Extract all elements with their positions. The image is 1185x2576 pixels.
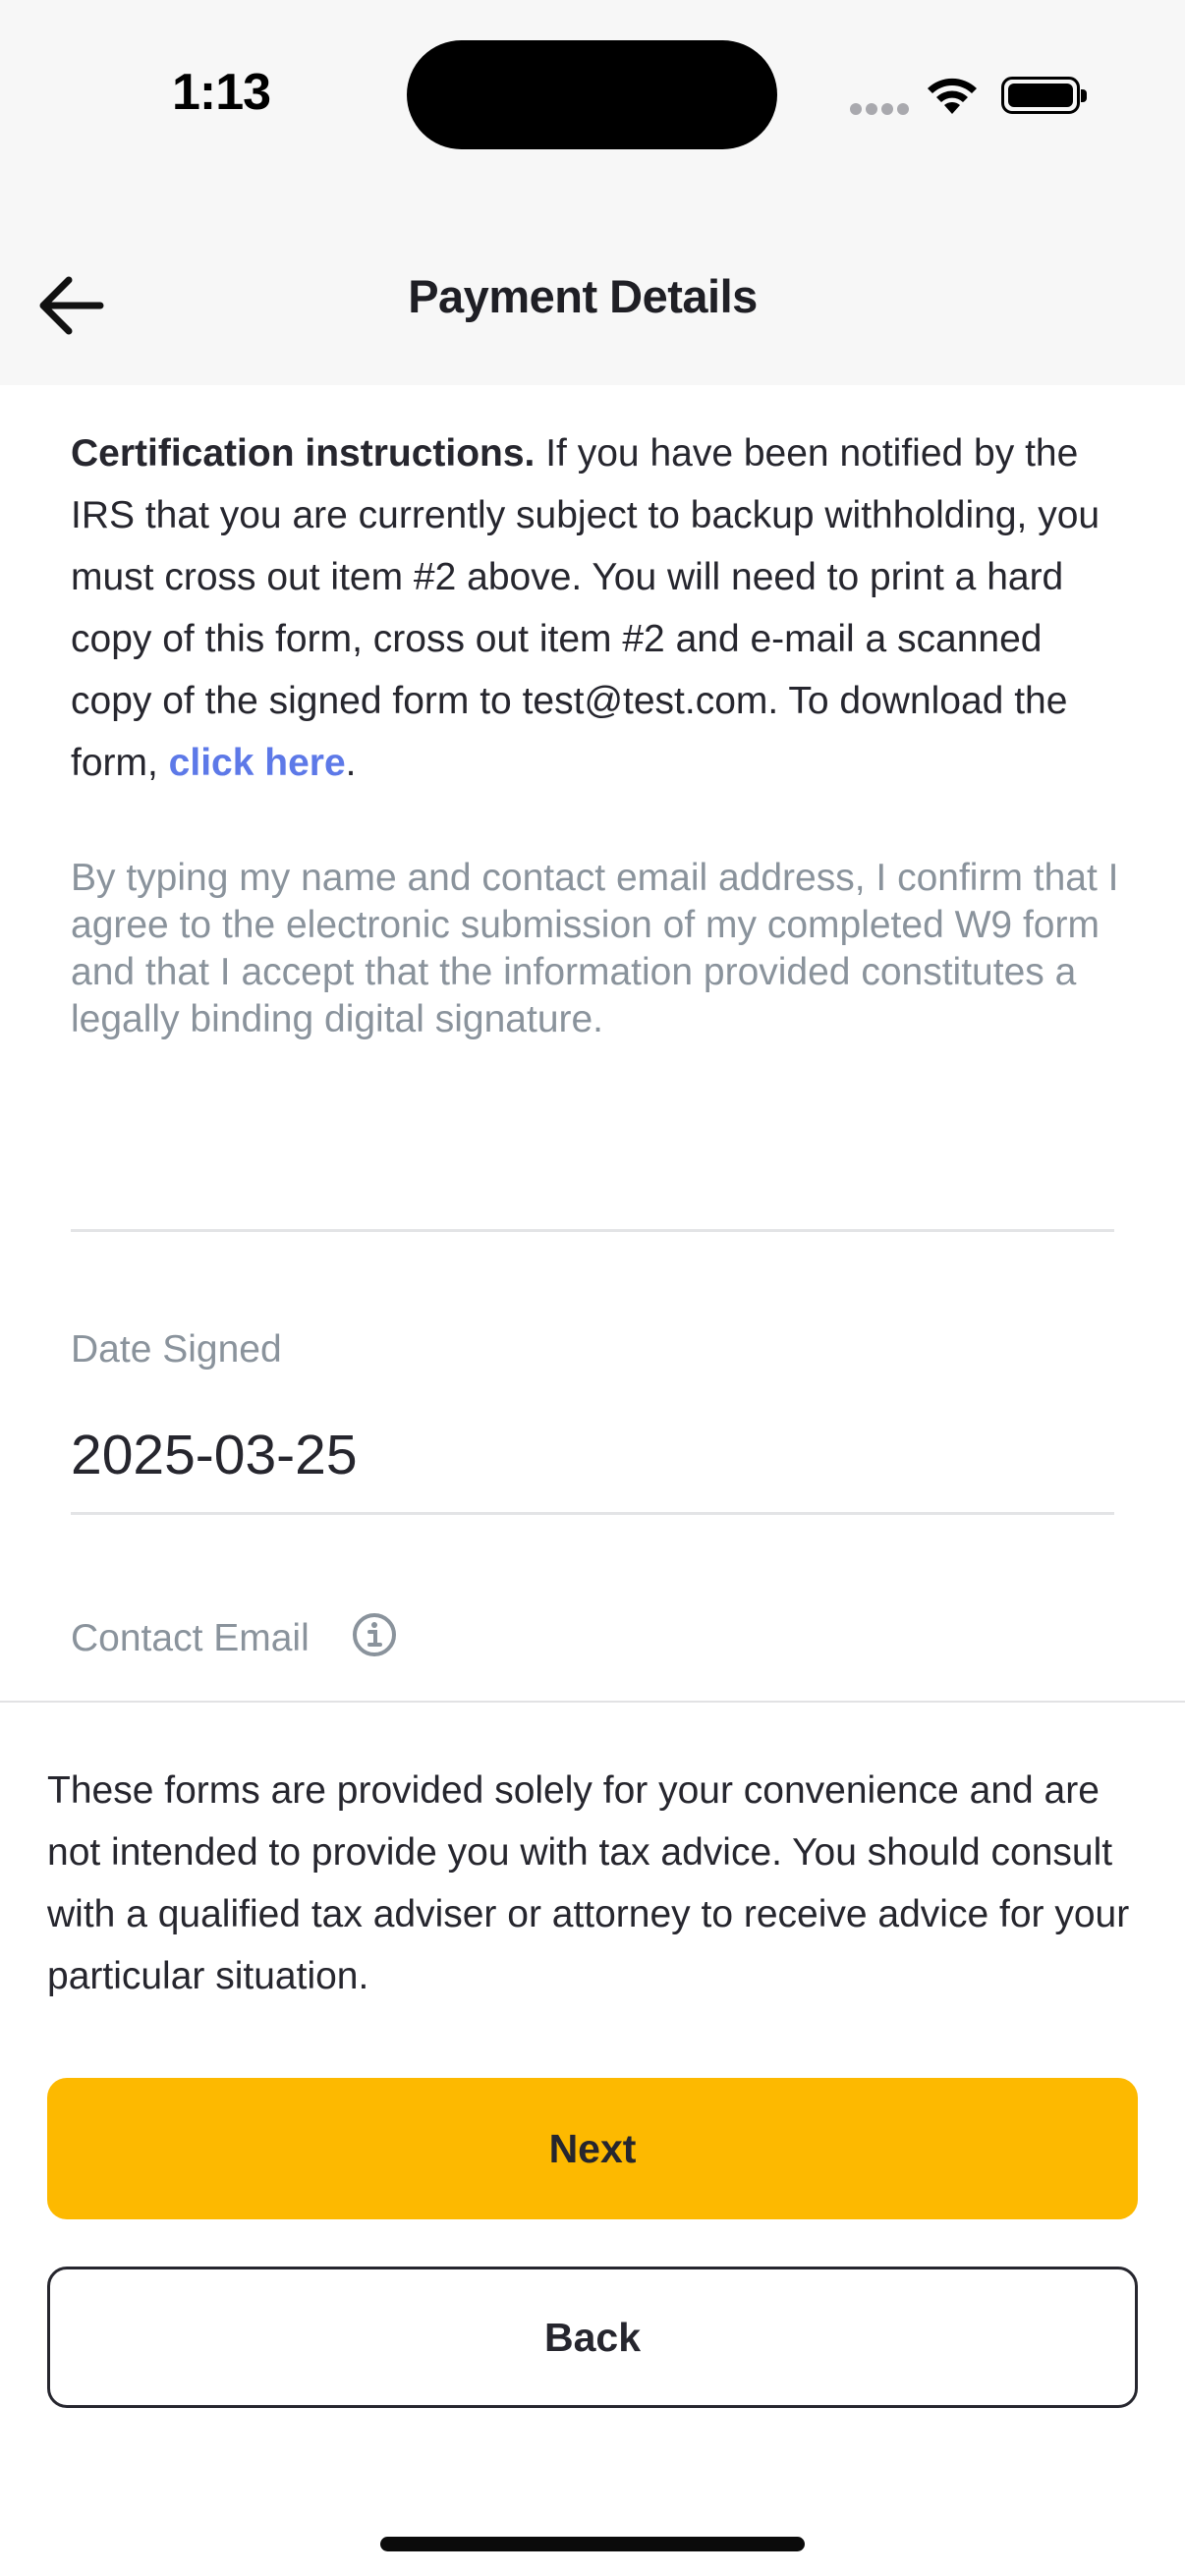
- certification-body: If you have been notified by the IRS that you are currently subject to backup withholding, you must cross out item #2 above. You will need to print a hard copy of this form, cross out item #2 and e-mail a scanned copy of the signed form to test@test.com. To download the form,: [71, 432, 1100, 784]
- signature-underline: [71, 1229, 1114, 1232]
- status-time: 1:13: [171, 64, 271, 121]
- info-icon[interactable]: [351, 1611, 398, 1658]
- back-button[interactable]: Back: [47, 2267, 1138, 2408]
- battery-icon: [1001, 77, 1080, 114]
- wifi-icon: [924, 75, 981, 116]
- certification-suffix: .: [345, 742, 357, 784]
- cellular-signal-icon: [850, 103, 909, 115]
- consent-text: By typing my name and contact email address, I confirm that I agree to the electronic submission of my completed W9 form and that I accept that the information provided constitutes a legally binding digital signature.: [71, 857, 1119, 1040]
- top-bar: [0, 0, 1185, 385]
- download-form-link[interactable]: click here: [168, 742, 346, 784]
- date-signed-underline: [71, 1512, 1114, 1515]
- bottom-panel: [0, 1701, 1185, 2576]
- signature-name-input[interactable]: [71, 1130, 1114, 1228]
- date-signed-label: Date Signed: [71, 1328, 282, 1371]
- dynamic-island: [407, 40, 777, 149]
- certification-heading: Certification instructions.: [71, 432, 536, 475]
- contact-email-label: Contact Email: [71, 1617, 310, 1659]
- home-indicator[interactable]: [380, 2537, 805, 2551]
- next-button[interactable]: Next: [47, 2078, 1138, 2219]
- date-signed-field[interactable]: 2025-03-25: [71, 1424, 358, 1486]
- page-title: Payment Details: [408, 270, 758, 322]
- tax-disclaimer: These forms are provided solely for your convenience and are not intended to provide you with tax advice. You should consult with a qualified tax adviser or attorney to receive advice for your particular situation.: [47, 1769, 1130, 1997]
- certification-instructions: [71, 422, 1114, 794]
